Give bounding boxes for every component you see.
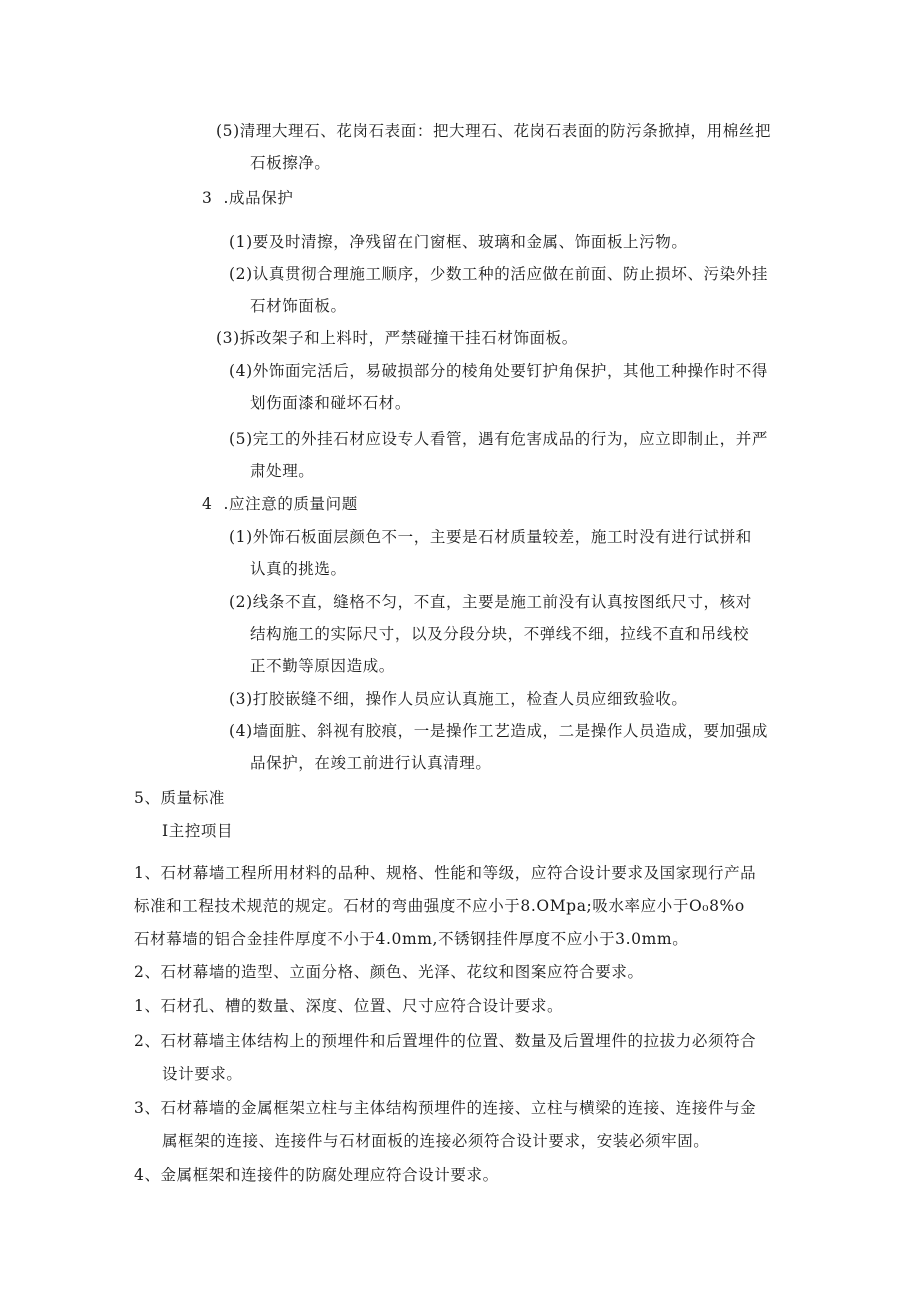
paragraph-line: (1)外饰石板面层颜色不一，主要是石材质量较差，施工时没有进行试拼和 <box>229 528 752 546</box>
section-heading: 5、质量标准 <box>134 789 225 807</box>
paragraph-line: 3、石材幕墙的金属框架立柱与主体结构预埋件的连接、立柱与横梁的连接、连接件与金 <box>134 1099 757 1117</box>
paragraph-line: (2)认真贯彻合理施工顺序，少数工种的活应做在前面、防止损坏、污染外挂 <box>229 265 768 283</box>
paragraph-line: (2)线条不直，缝格不匀，不直，主要是施工前没有认真按图纸尺寸，核对 <box>229 593 752 611</box>
paragraph-line: 属框架的连接、连接件与石材面板的连接必须符合设计要求，安装必须牢固。 <box>162 1132 710 1150</box>
paragraph-line: (3)拆改架子和上料时，严禁碰撞干挂石材饰面板。 <box>216 329 578 347</box>
paragraph-line: (1)要及时清擦，净残留在门窗框、玻璃和金属、饰面板上污物。 <box>229 233 688 251</box>
paragraph-line: 2、石材幕墙主体结构上的预埋件和后置埋件的位置、数量及后置埋件的拉拔力必须符合 <box>134 1032 757 1050</box>
paragraph-line: 认真的挑选。 <box>250 560 347 578</box>
paragraph-line: 石材饰面板。 <box>250 297 347 315</box>
subsection-heading: I主控项目 <box>162 822 234 840</box>
paragraph-line: 4、金属框架和连接件的防腐处理应符合设计要求。 <box>134 1166 499 1184</box>
paragraph-line: (4)墙面脏、斜视有胶痕，一是操作工艺造成，二是操作人员造成，要加强成 <box>229 722 768 740</box>
paragraph-line: 设计要求。 <box>162 1065 243 1083</box>
paragraph-line: 石板擦净。 <box>250 154 331 172</box>
paragraph-line: 正不勤等原因造成。 <box>250 657 395 675</box>
paragraph-line: (5)完工的外挂石材应设专人看管，遇有危害成品的行为，应立即制止，并严 <box>229 430 768 448</box>
section-heading: 3 .成品保护 <box>202 189 294 207</box>
paragraph-line: 划伤面漆和碰坏石材。 <box>250 394 412 412</box>
paragraph-line: 2、石材幕墙的造型、立面分格、颜色、光泽、花纹和图案应符合要求。 <box>134 963 644 981</box>
paragraph-line: (5)清理大理石、花岗石表面：把大理石、花岗石表面的防污条掀掉，用棉丝把 <box>216 122 772 140</box>
paragraph-line: 结构施工的实际尺寸，以及分段分块，不弹线不细，拉线不直和吊线校 <box>250 625 750 643</box>
paragraph-line: (4)外饰面完活后，易破损部分的棱角处要钉护角保护，其他工种操作时不得 <box>229 362 768 380</box>
paragraph-line: 标准和工程技术规范的规定。石材的弯曲强度不应小于8.OMpa;吸水率应小于O₀8%o <box>134 897 745 915</box>
paragraph-line: (3)打胶嵌缝不细，操作人员应认真施工，检查人员应细致验收。 <box>229 690 688 708</box>
paragraph-line: 1、石材幕墙工程所用材料的品种、规格、性能和等级，应符合设计要求及国家现行产品 <box>134 864 757 882</box>
paragraph-line: 石材幕墙的铝合金挂件厚度不小于4.0mm,不锈钢挂件厚度不应小于3.0mm。 <box>134 930 689 948</box>
paragraph-line: 品保护，在竣工前进行认真清理。 <box>250 754 492 772</box>
paragraph-line: 肃处理。 <box>250 462 315 480</box>
section-heading: 4 .应注意的质量问题 <box>202 495 358 513</box>
paragraph-line: 1、石材孔、槽的数量、深度、位置、尺寸应符合设计要求。 <box>134 997 564 1015</box>
